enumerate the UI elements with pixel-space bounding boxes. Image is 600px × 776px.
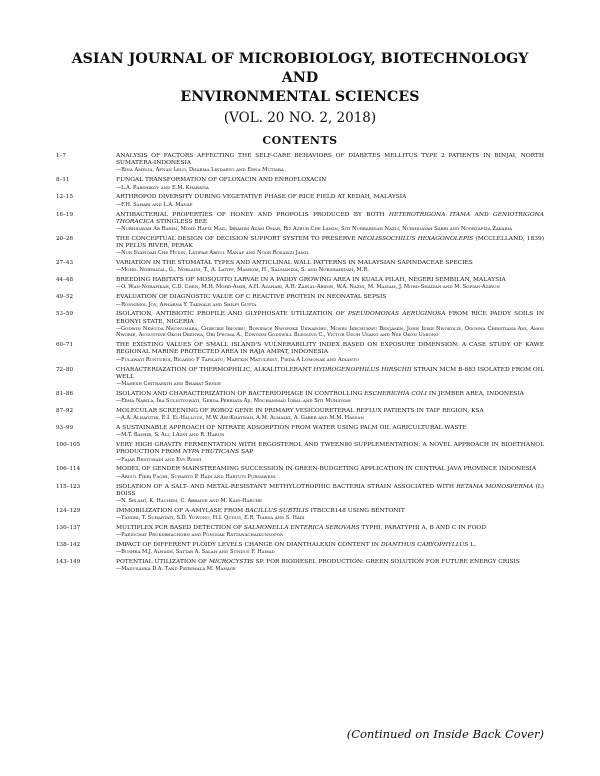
entry-pages: 100–105 (56, 442, 81, 449)
contents-heading: CONTENTS (262, 134, 338, 147)
entry-title-italic: ESCHERICHIA COLI (364, 390, 427, 397)
entry-authors: —N. Selami, K. Hachem, C. Abbadie and M. Kaid-Harche (116, 497, 262, 504)
entry-authors: —Fajar Restuhadi and Evy Rossi (116, 456, 202, 463)
entry-title (116, 294, 544, 301)
entry-title-italic: GENIOTRIGONA THORACICA (116, 211, 544, 225)
entry-body (116, 153, 544, 174)
entry-authors: —Nur Syafiqah Che Husin, Latifah Abdul Manaf and Noor Rosazizi Jamil (116, 250, 309, 257)
toc-entry (56, 484, 544, 505)
entry-pages: 143–149 (56, 559, 81, 566)
entry-body (116, 342, 544, 363)
entry-pages: 8–11 (56, 177, 70, 184)
toc-entry (56, 294, 544, 308)
entry-pages: 81–86 (56, 390, 74, 397)
entry-title (116, 542, 544, 549)
entry-authors: —Rina Amelia, Afnan Lelo, Dharma Lindarto and Erna Mutiara (116, 167, 284, 174)
entry-title-text: MODEL OF GENDER MAINSTREAMING SUCCESSION IN GREEN-BUDGETING APPLICATION IN CENTRAL JAVA PROVINCE INDONESIA (116, 466, 537, 473)
entry-title-italic: DIANTHUS CARYOPHYLLUS (380, 542, 469, 549)
entry-body (116, 466, 544, 480)
entry-title-text: IMPACT OF DIFFERENT PLOIDY LEVELS CHANGE ON DIANTHALEXIN CONTENT IN (116, 542, 381, 549)
entry-authors: —Paeiochat Pruksbhachorn and Pongsak Rattanachaikunsopon (116, 532, 284, 539)
entry-title-text: FROM RICE PADDY SOILS IN EBONYI STATE, NIGERIA (116, 311, 544, 325)
volume-issue: (VOL. 20 NO. 2, 2018) (223, 110, 377, 126)
entry-title (116, 277, 544, 284)
entry-body (116, 260, 544, 274)
entry-title-italic: NEOLISSOCHILUS HEXAGONOLEPIS (357, 235, 474, 242)
entry-title (116, 466, 544, 473)
entry-title-text: POTENTIAL UTILIZATION OF (116, 559, 209, 566)
entry-body (116, 525, 544, 539)
entry-title-text: CHARACTERIAZATION OF THERMOPHILIC, ALKALITOLERANT (116, 366, 314, 373)
entry-pages: 44–48 (56, 277, 74, 284)
entry-title-italic: MICROCYSTIS (208, 559, 254, 566)
entry-title-text: STINGLESS BEE (154, 218, 208, 225)
entry-title-text: VERY HIGH GRAVITY FERMENTATION WITH ERGOSTEROL AND TWEEN80 SUPPLEMENTATION: A NOVEL APPROACH IN BIOETHANOL PRODUCTION FROM (116, 442, 544, 456)
toc-entry (56, 277, 544, 291)
entry-title-text: AND (470, 211, 494, 218)
toc-entry (56, 425, 544, 439)
toc-entry (56, 260, 544, 274)
entry-body (116, 542, 544, 556)
entry-title-italic: HETEROTRIGONA ITAMA (388, 211, 471, 218)
toc-entry (56, 177, 544, 191)
entry-body (116, 484, 544, 505)
entry-title-text: FUNGAL TRANSFORMATION OF OFLOXACIN AND ENROFLOXACIN (116, 177, 327, 184)
toc-entry (56, 367, 544, 388)
entry-title-italic: SALMONELLA ENTERICA SEROVARS (243, 525, 360, 531)
entry-pages: 106–114 (56, 466, 81, 473)
table-of-contents (56, 153, 544, 573)
entry-pages: 49–52 (56, 294, 74, 301)
entry-title-italic: HYDROGENOPHILUS HIRSCHII (313, 366, 412, 373)
entry-authors: —Godwin Nkwuda Nwonumara, Chibuike Ibiogbu, Boniface Nwofoke Ukwaegbu, Moses Ikechukwu Benjamin, John Idike Nwokolie, Ogonna Christiana Ani, Amos Nworie, Augustine Okoh Okenwa, Obi Ifeoma A., Edwodm Godswill Blessing C., Victor Udoh Usang and Nse Okon Umiong (116, 325, 544, 339)
entry-title (116, 311, 544, 325)
entry-title-text: ITBCCB148 USING BENTONIT (308, 507, 405, 514)
entry-body (116, 311, 544, 338)
entry-title-italic: RETAMA MONOSPERMA (456, 483, 534, 490)
entry-title (116, 484, 544, 498)
entry-title (116, 525, 544, 532)
toc-entry (56, 559, 544, 573)
entry-authors: —Mahesh Chitrapath and Bhabat Sende (116, 380, 222, 387)
entry-body (116, 442, 544, 463)
journal-title-line2: ENVIRONMENTAL SCIENCES (180, 89, 420, 105)
toc-entry (56, 525, 544, 539)
entry-pages: 87–92 (56, 407, 74, 414)
entry-authors: —Nurhidayah Ab Rahim, Mohd Hafiz Mail, Ibrahim Azam Omar, Riz Azrur Che Lamin, Siti Nurbaridah Nazli, Nurhidayah Sabri and Noorzafiza Zakaria (116, 225, 512, 232)
entry-body (116, 391, 544, 405)
toc-entry (56, 212, 544, 233)
entry-body (116, 425, 544, 439)
entry-title-text: THE EXISTING VALUES OF SMALL ISLAND'S VULNERABILITY INDEX BASED ON EXPOSURE DIMENSION: A CASE STUDY OF KAWE REGIONAL MARINE PROTECTED AREA IN RAJA AMPAT, INDONESIA (116, 342, 544, 356)
entry-title-text: BREEDING HABITATS OF MOSQUITO LARVAE IN A PADDY GROWING AREA IN KUALA PILAH, NEGERI SEMBILAN, MALAYSIA (116, 277, 506, 284)
continued-note: (Continued on Inside Back Cover) (346, 727, 544, 741)
entry-body (116, 212, 544, 233)
entry-title-text: L. (468, 542, 477, 549)
entry-authors: —Fulawati Runtuboi, Ricardo F Tapilatu, Martkin Matulessy, Fieda A Lomonak and Adianto (116, 356, 359, 363)
entry-title-text: ISOLATION AND CHARACTERIZATION OF BACTERIOPHAGE IN CONTROLLING (116, 390, 365, 397)
entry-authors: —O. Wan-Norafikah, C.D. Chen, M.H. Mohd-Amir, A.H. Azahari, A.H. Zainal-Abidin, W.A. Nazni, M. Maizam, J. Mohd-Shaizan and M. Sofian-Azirun (116, 284, 500, 291)
entry-pages: 27–43 (56, 260, 74, 267)
entry-title (116, 559, 544, 566)
toc-entry (56, 391, 544, 405)
toc-entry (56, 408, 544, 422)
entry-pages: 16–19 (56, 211, 74, 218)
entry-authors: —A.A. Alhadithi, E.I. El-Hallous, M.W. AbuKhatwah, A.M. Almalki, A. Gaber and M.M. Hassan (116, 415, 364, 422)
toc-entry (56, 342, 544, 363)
toc-entry (56, 442, 544, 463)
toc-entry (56, 508, 544, 522)
entry-authors: —Mohd. Norfaizal, G., Norlaini, T., A. Latiff, Masrom, H., Salmaniza, S. and Nurshahidah, M.R. (116, 267, 369, 274)
entry-pages: 130–137 (56, 525, 81, 531)
entry-authors: —F.H. Sahari and L.A. Manaf (116, 201, 193, 208)
entry-title-text: SAP (239, 449, 254, 456)
entry-authors: —Bushra M.J. Alwash, Sattar A. Salah and Sundus F. Hamad (116, 549, 275, 556)
entry-title-italic: NYPA FRUTICANS (182, 449, 240, 456)
entry-title (116, 212, 544, 226)
entry-title-text: IMMOBILIZATION OF A-AMYLASE FROM (116, 507, 246, 514)
entry-pages: 93–99 (56, 425, 74, 432)
toc-entry (56, 542, 544, 556)
entry-pages: 53–59 (56, 311, 74, 318)
entry-title-text: ISOLATION OF A SALT- AND METAL-RESISTANT METHYLOTROPHIC BACTERIA STRAIN ASSOCIATED WITH (116, 483, 457, 490)
entry-body (116, 194, 544, 208)
entry-title (116, 367, 544, 381)
entry-pages: 1–7 (56, 153, 66, 159)
entry-authors: —Abdul Fikri Faqih, Suharto P. Hadi and Hartuti Purnaweni (116, 473, 276, 480)
entry-title-text: ISOLATION, ANTIBIOTIC PROFILE AND GLYPHOSATE UTILIZATION OF (116, 311, 348, 318)
entry-title-text: (L) BOISS (116, 483, 544, 497)
entry-body (116, 294, 544, 308)
entry-authors: —M.T. Bashir, S. Ali, I.Azni and R. Harun (116, 432, 225, 439)
toc-entry (56, 153, 544, 174)
entry-title-text: A SUSTAINABLE APPROACH OF NITRATE ADSORPTION FROM WATER USING PALM OIL AGRICULTURAL WASTE (116, 425, 467, 432)
entry-authors: —L.A. Parshikov and E.M. Kharatia (116, 184, 209, 191)
entry-title-text: SP. FOR BIODIESEL PRODUCTION: GREEN SOLUTION FOR FUTURE ENERGY CRISIS (253, 559, 520, 566)
entry-title (116, 260, 544, 267)
entry-title (116, 177, 544, 184)
entry-body (116, 236, 544, 257)
entry-title-text: MULTIPLEX PCR BASED DETECTION OF (116, 525, 244, 531)
entry-body (116, 508, 544, 522)
toc-entry (56, 466, 544, 480)
entry-title-text: ANTIBACTERIAL PROPERTIES OF HONEY AND PROPOLIS PRODUCED BY BOTH (116, 211, 389, 218)
entry-body (116, 277, 544, 291)
entry-authors: —Ronnimol Joy, Apharna Y. Takwale and Shilpi Gupta (116, 301, 257, 308)
entry-title-text: VARIATION IN THE STOMATAL TYPES AND ANTICLINAL WALL PATTERNS IN MALAYSIAN SAPINDACEAE SPECIES (116, 260, 473, 267)
entry-title (116, 408, 544, 415)
entry-body (116, 408, 544, 422)
entry-authors: —Yandri, T. Suhartati, S.D. Yuwono, H.I. Qudus, E.R. Tiarsa and S. Hadi (116, 515, 305, 522)
entry-body (116, 559, 544, 573)
entry-pages: 72–80 (56, 366, 74, 373)
entry-title-text: IN JEMBER AREA, INDONESIA (426, 390, 524, 397)
entry-pages: 124–129 (56, 507, 81, 514)
entry-pages: 60–71 (56, 342, 74, 349)
entry-title (116, 153, 544, 167)
entry-title-text: TYPHI, PARATYPHI A, B AND C IN FOOD (359, 525, 486, 531)
entry-body (116, 367, 544, 388)
entry-authors: —Madusanka D.A. Tand Patrimala M. Manage (116, 566, 236, 573)
entry-title-italic: BACILLUS SUBTILIS (245, 507, 309, 514)
entry-title (116, 508, 544, 515)
entry-title (116, 194, 544, 201)
entry-pages: 12–15 (56, 194, 74, 201)
entry-pages: 115–123 (56, 483, 81, 490)
entry-pages: 138–142 (56, 542, 81, 549)
entry-title (116, 391, 544, 398)
entry-title-text: THE CONCEPTUAL DESIGN OF DECISION SUPPORT SYSTEM TO PRESERVE (116, 235, 358, 242)
entry-title (116, 236, 544, 250)
entry-title-text: MOLECULAR SCREENING OF ROBO2 GENE IN PRIMARY VESICOURETERAL REFLUX PATIENTS IN TAIF REGION, KSA (116, 407, 484, 414)
entry-title-text: ARTHROPOD DIVERSITY DURING VEGETATIVE PHASE OF RICE FIELD AT KEDAH, MALAYSIA (116, 194, 407, 201)
entry-title (116, 425, 544, 432)
toc-entry (56, 311, 544, 338)
journal-title-line1: ASIAN JOURNAL OF MICROBIOLOGY, BIOTECHNOLOGY AND (71, 51, 529, 86)
entry-authors: —Erha Nabila, Ira Sulistyowati, Gerda Pebriata Aji, Mochammad Iqbal and Siti Muhidyah (116, 398, 351, 405)
entry-title-italic: PSEUDOMONAS AERUGINOSA (347, 311, 446, 318)
entry-pages: 20–26 (56, 235, 74, 242)
entry-body (116, 177, 544, 191)
entry-title-text: EVALUATION OF DIAGNOSTIC VALUE OF C REACTIVE PROTEIN IN NEONATAL SEPSIS (116, 294, 387, 301)
toc-entry (56, 194, 544, 208)
entry-title-text: (MCCLELLAND, 1839) IN PELUS RIVER, PERAK (116, 235, 544, 250)
entry-title-text: ANALYSIS OF FACTORS AFFECTING THE SELF-CARE BEHAVIORS OF DIABETES MELLITUS TYPE 2 PATIENTS IN BINJAI, NORTH SUMATERA-INDONESIA (116, 153, 544, 167)
entry-title (116, 442, 544, 456)
toc-entry (56, 236, 544, 257)
entry-title-text: STRAIN MCM B-883 ISOLATED FROM OIL WELL (116, 366, 544, 380)
entry-title (116, 342, 544, 356)
